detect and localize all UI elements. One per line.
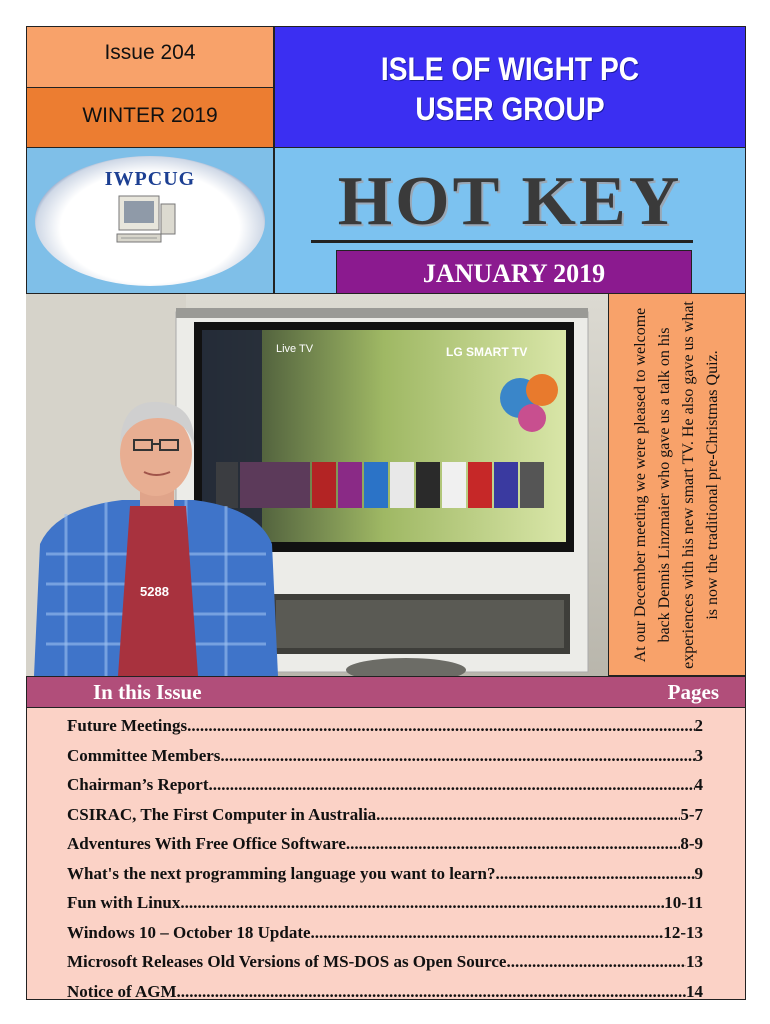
toc-page: 5-7 <box>680 804 703 824</box>
toc-row-committee-members[interactable] <box>67 746 703 776</box>
photo-caption: At our December meeting we were pleased to welcome back Dennis Linzmaier who gave us a talk on his experiences with his new smart TV. He also gave us what is now the traditional pre-Christmas Quiz. <box>632 300 721 669</box>
toc-row-programming-language[interactable] <box>67 864 703 894</box>
masthead-underline <box>311 240 693 243</box>
issue-number-box <box>26 26 274 88</box>
tv-brand-label: LG SMART TV <box>446 345 528 359</box>
season-box <box>26 88 274 148</box>
toc-title: CSIRAC, The First Computer in Australia <box>67 804 377 824</box>
toc-page: 9 <box>694 863 703 883</box>
group-name-box <box>274 26 746 148</box>
toc-title: What's the next programming language you want to learn? <box>67 863 496 883</box>
issue-number: Issue 204 <box>104 41 196 64</box>
toc-title: Microsoft Releases Old Versions of MS-DOS as Open Source <box>67 952 507 971</box>
logo-panel <box>26 148 274 294</box>
toc-row-free-office-software[interactable] <box>67 834 703 864</box>
toc-row-csirac[interactable] <box>67 805 703 835</box>
masthead-title: HOT KEY <box>337 163 683 240</box>
toc-title: Fun with Linux <box>67 893 181 912</box>
toc-row-future-meetings[interactable] <box>67 716 703 746</box>
toc-title: Windows 10 – October 18 Update <box>67 922 311 942</box>
toc-row-chairmans-report[interactable] <box>67 775 703 805</box>
contents-list <box>26 708 746 1000</box>
toc-page: 2 <box>694 716 703 735</box>
pages-heading: Pages <box>667 680 719 704</box>
computer-icon <box>115 194 177 248</box>
toc-row-ms-dos-open-source[interactable] <box>67 952 703 982</box>
toc-row-windows-10-update[interactable] <box>67 923 703 953</box>
toc-title: Adventures With Free Office Software <box>67 834 346 853</box>
cover-photo <box>26 294 608 676</box>
toc-page: 12-13 <box>663 922 703 942</box>
group-name: ISLE OF WIGHT PC USER GROUP <box>380 51 640 127</box>
toc-page: 8-9 <box>680 834 703 853</box>
toc-page: 3 <box>694 745 703 765</box>
toc-page: 4 <box>694 775 703 794</box>
toc-title: Future Meetings <box>67 716 188 735</box>
toc-row-fun-with-linux[interactable] <box>67 893 703 923</box>
contents-header <box>26 676 746 708</box>
toc-row-notice-of-agm[interactable] <box>67 982 703 1012</box>
season-label: WINTER 2019 <box>82 104 218 127</box>
caption-panel <box>608 294 746 676</box>
issue-month-box <box>336 250 692 294</box>
toc-title: Notice of AGM <box>67 981 177 1001</box>
toc-title: Chairman’s Report <box>67 775 209 794</box>
contents-heading: In this Issue <box>93 680 202 704</box>
toc-page: 14 <box>686 981 703 1001</box>
logo-text: IWPCUG <box>104 168 196 190</box>
tv-app-label: Live TV <box>276 343 314 355</box>
shirt-text: 5288 <box>140 584 169 599</box>
toc-title: Committee Members <box>67 745 221 765</box>
toc-page: 13 <box>686 952 703 971</box>
toc-page: 10-11 <box>664 893 703 912</box>
issue-month: JANUARY 2019 <box>422 259 606 288</box>
photo-illustration <box>26 294 608 676</box>
